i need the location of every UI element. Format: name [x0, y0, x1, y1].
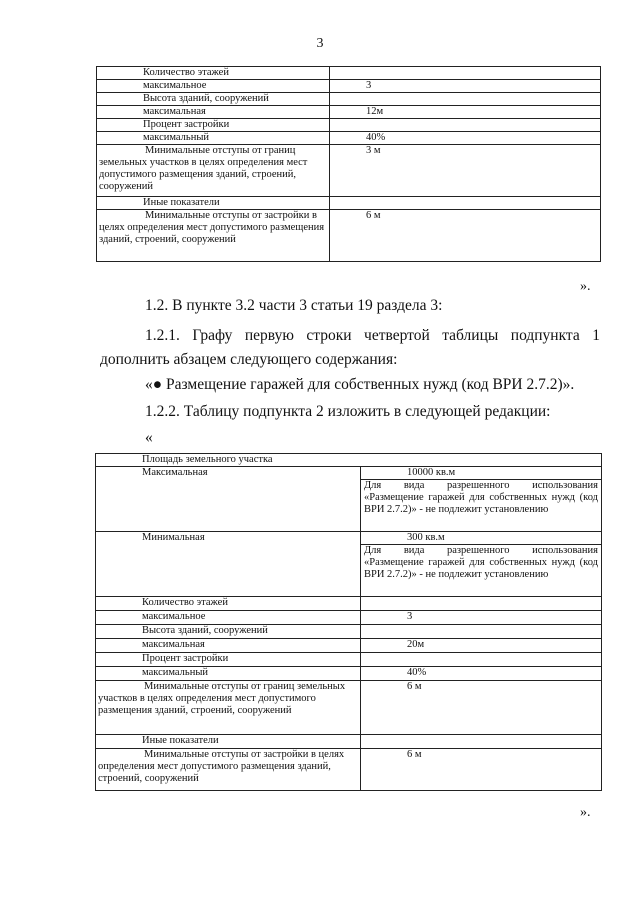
table-cell-label: Минимальная	[96, 532, 361, 597]
table2-closing-quote: ».	[580, 805, 591, 820]
table-cell-label: Минимальные отступы от застройки в целях определения мест допустимого размещения зданий, строений, сооружений	[97, 210, 330, 262]
parameters-table-1	[96, 66, 601, 262]
table-cell-value: 3 м	[330, 145, 601, 197]
table1-closing-quote: ».	[580, 279, 591, 294]
paragraph-1-2-1-line-2: дополнить абзацем следующего содержания:	[100, 351, 398, 368]
table-row	[96, 454, 602, 467]
table-cell-label: Количество этажей	[96, 597, 361, 611]
table-row	[96, 467, 602, 480]
table-cell-label: Процент застройки	[97, 119, 330, 132]
table-cell-value	[361, 597, 602, 611]
table-cell-value: 40%	[330, 132, 601, 145]
table-cell-note: Для вида разрешенного использования «Размещение гаражей для собственных нужд (код ВРИ 2.7.2)» - не подлежит установлению	[361, 545, 602, 597]
table-cell-label: Иные показатели	[97, 197, 330, 210]
paragraph-quote-garages: «● Размещение гаражей для собственных нужд (код ВРИ 2.7.2)».	[145, 376, 575, 393]
table-cell-value	[330, 119, 601, 132]
table-row	[96, 653, 602, 667]
table-row	[97, 210, 601, 262]
table-cell-value: 6 м	[330, 210, 601, 262]
table-row	[97, 197, 601, 210]
table-row	[96, 625, 602, 639]
table-row	[96, 611, 602, 625]
table-cell-value: 300 кв.м	[361, 532, 602, 545]
table-cell-value	[330, 93, 601, 106]
table-cell-value	[330, 67, 601, 80]
table-cell-label: Минимальные отступы от границ земельных участков в целях определения мест допустимого размещения зданий, строений, сооружений	[96, 681, 361, 735]
table-cell-label: максимальный	[96, 667, 361, 681]
opening-quote: «	[145, 429, 153, 446]
table-row	[97, 106, 601, 119]
table-cell-value: 3	[330, 80, 601, 93]
table-row	[96, 532, 602, 545]
paragraph-1-2-2: 1.2.2. Таблицу подпункта 2 изложить в следующей редакции:	[145, 403, 551, 420]
table-cell-label: Высота зданий, сооружений	[97, 93, 330, 106]
table-cell-value: 6 м	[361, 749, 602, 791]
table-cell-value: 40%	[361, 667, 602, 681]
table-cell-note: Для вида разрешенного использования «Размещение гаражей для собственных нужд (код ВРИ 2.7.2)» - не подлежит установлению	[361, 480, 602, 532]
table-cell-value: 3	[361, 611, 602, 625]
table-cell-label: Максимальная	[96, 467, 361, 532]
table-cell-value: 6 м	[361, 681, 602, 735]
table-cell-title: Площадь земельного участка	[96, 454, 602, 467]
table-row	[96, 749, 602, 791]
table-cell-label: максимальное	[97, 80, 330, 93]
table-cell-value: 10000 кв.м	[361, 467, 602, 480]
table-cell-value: 12м	[330, 106, 601, 119]
table-cell-value	[361, 653, 602, 667]
table-cell-label: максимальная	[96, 639, 361, 653]
table-row	[96, 735, 602, 749]
table-cell-value: 20м	[361, 639, 602, 653]
table-cell-label: Высота зданий, сооружений	[96, 625, 361, 639]
table-cell-label: Минимальные отступы от застройки в целях определения мест допустимого размещения зданий, строений, сооружений	[96, 749, 361, 791]
parameters-table-2	[95, 453, 602, 791]
table-cell-label: Иные показатели	[96, 735, 361, 749]
table-cell-value	[361, 625, 602, 639]
paragraph-1-2: 1.2. В пункте 3.2 части 3 статьи 19 раздела 3:	[145, 297, 443, 314]
table-cell-value	[330, 197, 601, 210]
table-cell-value	[361, 735, 602, 749]
table-cell-label: Минимальные отступы от границ земельных участков в целях определения мест допустимого размещения зданий, строений, сооружений	[97, 145, 330, 197]
table-cell-label: максимальная	[97, 106, 330, 119]
table-row	[96, 667, 602, 681]
paragraph-1-2-1-line-1: 1.2.1. Графу первую строки четвертой таблицы подпункта 1	[145, 327, 600, 344]
table-cell-label: Процент застройки	[96, 653, 361, 667]
table-row	[96, 597, 602, 611]
table-cell-label: максимальный	[97, 132, 330, 145]
table-row	[97, 67, 601, 80]
table-row	[97, 80, 601, 93]
table-cell-label: Количество этажей	[97, 67, 330, 80]
table-row	[96, 639, 602, 653]
table-row	[97, 119, 601, 132]
table-row	[96, 681, 602, 735]
table-row	[97, 145, 601, 197]
table-cell-label: максимальное	[96, 611, 361, 625]
page-number: 3	[316, 36, 324, 51]
table-row	[97, 132, 601, 145]
table-row	[97, 93, 601, 106]
